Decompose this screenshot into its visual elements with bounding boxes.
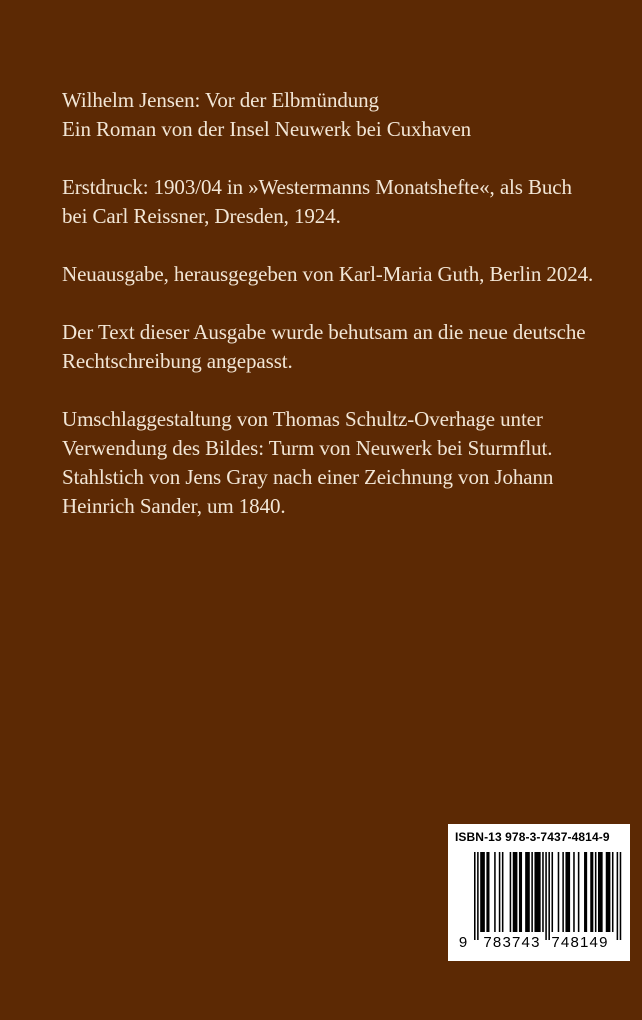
barcode-bar	[480, 852, 485, 932]
book-subtitle-line: Ein Roman von der Insel Neuwerk bei Cuxhaven	[62, 117, 472, 141]
barcode-bar	[578, 852, 580, 932]
barcode-bar	[494, 852, 496, 932]
cover-credit-line: Umschlaggestaltung von Thomas Schultz-Overhage unter	[62, 407, 543, 431]
barcode-digit-first: 9	[458, 934, 468, 951]
new-edition-line: Neuausgabe, herausgegeben von Karl-Maria Guth, Berlin 2024.	[62, 262, 594, 286]
isbn-label: ISBN-13 978-3-7437-4814-9	[455, 830, 610, 844]
cover-credit-block	[62, 405, 622, 521]
barcode-bar	[612, 852, 614, 932]
barcode-digits-left: 783743	[483, 934, 541, 951]
barcode-guard-bar	[545, 852, 547, 940]
barcode-guard-bar	[477, 852, 479, 940]
barcode-bar	[534, 852, 540, 932]
barcode-bar	[558, 852, 560, 932]
barcode-bar	[499, 852, 501, 932]
barcode-bar	[519, 852, 522, 932]
barcode-guard-bar	[474, 852, 476, 940]
barcode-bar	[531, 852, 533, 932]
barcode-guard-bar	[617, 852, 619, 940]
barcode-guard-bar	[620, 852, 622, 940]
first-print-line: bei Carl Reissner, Dresden, 1924.	[62, 204, 341, 228]
imprint-text	[62, 86, 622, 550]
barcode-bar	[502, 852, 504, 932]
barcode-bar	[598, 852, 603, 932]
barcode-bar	[573, 852, 575, 932]
first-print-line: Erstdruck: 1903/04 in »Westermanns Monatshefte«, als Buch	[62, 175, 572, 199]
spelling-note-block	[62, 318, 622, 376]
barcode-bar	[513, 852, 518, 932]
first-print-block	[62, 173, 622, 231]
book-title-line: Wilhelm Jensen: Vor der Elbmündung	[62, 88, 379, 112]
barcode-graphic	[449, 825, 631, 962]
barcode-bar	[510, 852, 512, 932]
spelling-note-line: Der Text dieser Ausgabe wurde behutsam an die neue deutsche	[62, 320, 586, 344]
barcode-bar	[486, 852, 489, 932]
barcode-bar	[606, 852, 611, 932]
barcode-bar	[565, 852, 570, 932]
cover-credit-line: Verwendung des Bildes: Turm von Neuwerk bei Sturmflut.	[62, 436, 553, 460]
new-edition-block	[62, 260, 622, 289]
title-block	[62, 86, 622, 144]
barcode-bar	[590, 852, 593, 932]
barcode-bar	[595, 852, 597, 932]
barcode-bar	[552, 852, 554, 932]
barcode-digits-right: 748149	[551, 934, 609, 951]
spelling-note-line: Rechtschreibung angepasst.	[62, 349, 293, 373]
barcode-bar	[542, 852, 544, 932]
isbn-barcode	[448, 824, 630, 961]
barcode-bar	[584, 852, 587, 932]
cover-credit-line: Stahlstich von Jens Gray nach einer Zeichnung von Johann	[62, 465, 554, 489]
cover-credit-line: Heinrich Sander, um 1840.	[62, 494, 286, 518]
barcode-bar	[525, 852, 530, 932]
barcode-guard-bar	[548, 852, 550, 940]
barcode-bar	[562, 852, 564, 932]
